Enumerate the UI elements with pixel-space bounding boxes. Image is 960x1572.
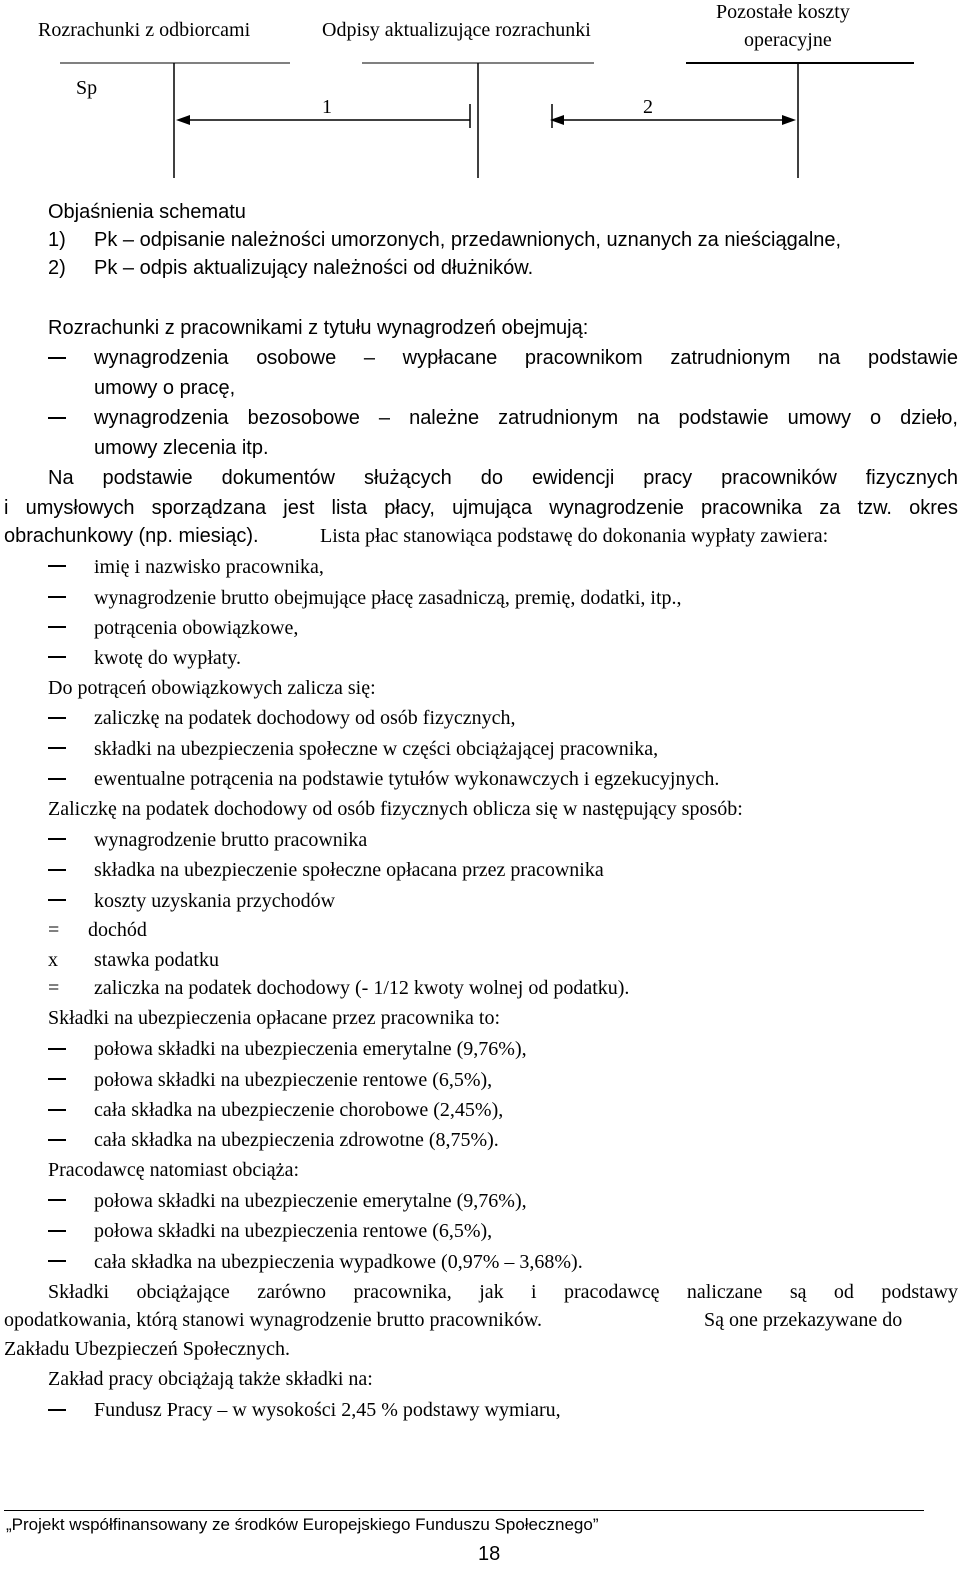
payroll-item-2-line1: wynagrodzenia bezosobowe – należne zatrudnionym na podstawie umowy o dzieło,	[94, 407, 958, 429]
list-dash	[48, 1048, 66, 1050]
payslip-item-1: imię i nazwisko pracownika,	[94, 556, 324, 578]
payroll-item-2-line2: umowy zlecenia itp.	[94, 437, 269, 459]
tax-item-5-symbol: x	[48, 949, 58, 971]
payroll-intro: Rozrachunki z pracownikami z tytułu wynagrodzeń obejmują:	[48, 317, 589, 339]
list-dash	[48, 417, 66, 419]
deduction-item-2: składki na ubezpieczenia społeczne w części obciążającej pracownika,	[94, 738, 659, 760]
receivables-account-header: Rozrachunki z odbiorcami	[38, 19, 251, 41]
footer-rule	[4, 1510, 924, 1511]
list-dash	[48, 778, 66, 780]
tax-item-6: zaliczka na podatek dochodowy (- 1/12 kwoty wolnej od podatku).	[94, 977, 630, 999]
list-dash	[48, 1260, 66, 1262]
employer-intro: Pracodawcę natomiast obciąża:	[48, 1159, 299, 1181]
payslip-paragraph-line2: i umysłowych sporządzana jest lista płacy, ujmująca wynagrodzenie pracownika za tzw. okres	[4, 497, 958, 519]
payslip-paragraph-line3: obrachunkowy (np. miesiąc).	[4, 525, 259, 547]
list-dash	[48, 717, 66, 719]
tax-item-5: stawka podatku	[94, 949, 219, 971]
deduction-item-3: ewentualne potrącenia na podstawie tytułów wykonawczych i egzekucyjnych.	[94, 768, 720, 790]
legend-item-1-num: 1)	[48, 229, 66, 251]
legend-item-1-text: Pk – odpisanie należności umorzonych, przedawnionych, uznanych za nieściągalne,	[94, 229, 842, 251]
page-number: 18	[478, 1543, 501, 1565]
list-dash	[48, 565, 66, 567]
arrow-2-head-right	[782, 115, 796, 125]
payslip-item-4: kwotę do wypłaty.	[94, 647, 242, 669]
list-dash	[48, 1109, 66, 1111]
payroll-item-1-line2: umowy o pracę,	[94, 377, 236, 399]
arrow-1-label: 1	[322, 96, 332, 118]
list-dash	[48, 596, 66, 598]
employee-contrib-item-4: cała składka na ubezpieczenia zdrowotne (8,75%).	[94, 1129, 499, 1151]
footer-project-note: „Projekt współfinansowany ze środków Europejskiego Funduszu Społecznego”	[6, 1515, 599, 1534]
list-dash	[48, 1409, 66, 1411]
tax-item-2: składka na ubezpieczenie społeczne opłacana przez pracownika	[94, 859, 604, 881]
payslip-paragraph-line1: Na podstawie dokumentów służących do ewidencji pracy pracowników fizycznych	[48, 467, 958, 489]
legend-title: Objaśnienia schematu	[48, 201, 246, 223]
list-dash	[48, 626, 66, 628]
list-dash	[48, 899, 66, 901]
legend-item-2-text: Pk – odpis aktualizujący należności od dłużników.	[94, 257, 534, 279]
employee-contrib-item-3: cała składka na ubezpieczenie chorobowe (2,45%),	[94, 1099, 504, 1121]
tax-item-1: wynagrodzenie brutto pracownika	[94, 829, 368, 851]
tax-intro: Zaliczkę na podatek dochodowy od osób fizycznych oblicza się w następujący sposób:	[48, 798, 743, 820]
list-dash	[48, 1078, 66, 1080]
legend-item-2-num: 2)	[48, 257, 66, 279]
employee-contrib-item-2: połowa składki na ubezpieczenie rentowe (6,5%),	[94, 1069, 493, 1091]
list-dash	[48, 838, 66, 840]
list-dash	[48, 1230, 66, 1232]
employer-item-2: połowa składki na ubezpieczenia rentowe (6,5%),	[94, 1220, 493, 1242]
sp-label: Sp	[76, 77, 98, 99]
list-dash	[48, 656, 66, 658]
writedowns-account-header: Odpisy aktualizujące rozrachunki	[322, 19, 591, 41]
tax-item-4-symbol: =	[48, 919, 60, 941]
both-paragraph-line3: Zakładu Ubezpieczeń Społecznych.	[4, 1338, 290, 1360]
payslip-contents-intro: Lista płac stanowiąca podstawę do dokonania wypłaty zawiera:	[320, 525, 829, 547]
employee-contrib-intro: Składki na ubezpieczenia opłacane przez pracownika to:	[48, 1007, 501, 1029]
employer-item-3: cała składka na ubezpieczenia wypadkowe (0,97% – 3,68%).	[94, 1251, 583, 1273]
employer-item-1: połowa składki na ubezpieczenie emerytalne (9,76%),	[94, 1190, 527, 1212]
both-paragraph-line2: opodatkowania, którą stanowi wynagrodzenie brutto pracowników.	[4, 1309, 542, 1331]
both-paragraph-line2-cont: Są one przekazywane do	[704, 1309, 903, 1331]
list-dash	[48, 357, 66, 359]
payroll-item-1-line1: wynagrodzenia osobowe – wypłacane pracownikom zatrudnionym na podstawie	[94, 347, 958, 369]
other-costs-account-header-line2: operacyjne	[744, 29, 832, 51]
other-costs-account-header-line1: Pozostałe koszty	[716, 1, 850, 23]
tax-item-6-symbol: =	[48, 977, 60, 999]
tax-item-4: dochód	[88, 919, 147, 941]
list-dash	[48, 747, 66, 749]
tax-item-3: koszty uzyskania przychodów	[94, 890, 336, 912]
list-dash	[48, 1199, 66, 1201]
deductions-intro: Do potrąceń obowiązkowych zalicza się:	[48, 677, 376, 699]
list-dash	[48, 1139, 66, 1141]
list-dash	[48, 869, 66, 871]
payslip-item-2: wynagrodzenie brutto obejmujące płacę zasadniczą, premię, dodatki, itp.,	[94, 587, 682, 609]
arrow-2-label: 2	[643, 96, 653, 118]
employee-contrib-item-1: połowa składki na ubezpieczenia emerytalne (9,76%),	[94, 1038, 527, 1060]
workplace-item-1: Fundusz Pracy – w wysokości 2,45 % podstawy wymiaru,	[94, 1399, 561, 1421]
both-paragraph-line1: Składki obciążające zarówno pracownika, jak i pracodawcę naliczane są od podstawy	[48, 1281, 958, 1303]
payslip-item-3: potrącenia obowiązkowe,	[94, 617, 299, 639]
workplace-intro: Zakład pracy obciążają także składki na:	[48, 1368, 373, 1390]
deduction-item-1: zaliczkę na podatek dochodowy od osób fizycznych,	[94, 707, 516, 729]
arrow-1-head-left	[176, 115, 190, 125]
